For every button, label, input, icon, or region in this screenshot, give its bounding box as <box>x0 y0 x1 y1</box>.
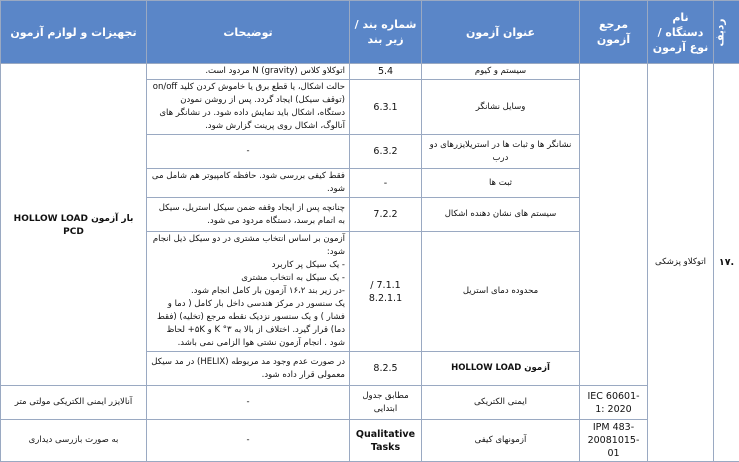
header-description: توضیحات <box>147 1 350 64</box>
description-cell: - <box>147 135 350 169</box>
device-name-cell: اتوکلاو پزشکی <box>648 64 714 462</box>
clause-cell: مطابق جدول ابتدایی <box>350 386 422 420</box>
description-line: آزمون بر اساس انتخاب مشتری در دو سیکل ذیل انجام شود: <box>151 233 345 259</box>
equipment-cell: به صورت بازرسی دیداری <box>1 420 147 462</box>
test-title-cell: سیستم های نشان دهنده اشکال <box>422 198 580 232</box>
description-line: - یک سیکل به انتخاب مشتری <box>151 272 345 285</box>
header-row <box>1 1 739 64</box>
description-cell: اتوکلاو کلاس N (gravity) مردود است. <box>147 64 350 80</box>
description-cell: در صورت عدم وجود مد مربوطه (HELIX) در مد سیکل معمولی قرار داده شود. <box>147 352 350 386</box>
clause-cell: 6.3.2 <box>350 135 422 169</box>
standard-cell: IPM 483-20081015-01 <box>580 420 648 462</box>
test-title-cell: نشانگر ها و ثبات ها در استریلایزرهای دو درب <box>422 135 580 169</box>
description-line: یک سنسور در مرکز هندسی داخل بار کامل ( دما و فشار ) و یک سنسور نزدیک نقطه مرجع (تخلیه) (فقط دما) قرار گیرد. اختلاف از بالا به ۳° K و ۵K+ لحاظ شود . انجام آزمون نشتی هوا الزامی نمی باشد. <box>151 298 345 350</box>
header-row-number: ردیف <box>714 1 739 64</box>
description-cell <box>147 232 350 352</box>
clause-cell: 5.4 <box>350 64 422 80</box>
test-title-cell: آزمون HOLLOW LOAD <box>422 352 580 386</box>
table-row <box>1 420 739 462</box>
standard-cell: IEC 60601-1: 2020 <box>580 386 648 420</box>
header-standard: مرجع آزمون <box>580 1 648 64</box>
description-cell: چنانچه پس از ایجاد وقفه ضمن سیکل استریل، سیکل به اتمام برسد، دستگاه مردود می شود. <box>147 198 350 232</box>
table-row <box>1 386 739 420</box>
description-line: -در زیر بند ۱۶،۲ آزمون بار کامل انجام شود. <box>151 285 345 298</box>
clause-cell: 7.2.2 <box>350 198 422 232</box>
header-test-title: عنوان آزمون <box>422 1 580 64</box>
test-title-cell: ایمنی الکتریکی <box>422 386 580 420</box>
description-cell: حالت اشکال، یا قطع برق یا خاموش کردن کلید on/off (توقف سیکل) ایجاد گردد. پس از روشن نمودن دستگاه، اشکال باید نمایش داده شود. در نشانگر های آنالوگ، اشکال روی پرینت گزارش شود. <box>147 80 350 135</box>
description-cell: فقط کیفی بررسی شود. حافظه کامپیوتر هم شامل می شود. <box>147 169 350 198</box>
description-cell: - <box>147 420 350 462</box>
clause-cell: 7.1.1 / 8.2.1.1 <box>350 232 422 352</box>
clause-cell: 8.2.5 <box>350 352 422 386</box>
test-title-cell: آزمونهای کیفی <box>422 420 580 462</box>
header-clause: شماره بند / زیر بند <box>350 1 422 64</box>
table-row <box>1 64 739 80</box>
description-cell: - <box>147 386 350 420</box>
test-title-cell: ثبت ها <box>422 169 580 198</box>
clause-cell: - <box>350 169 422 198</box>
description-line: - یک سیکل پر کاربرد <box>151 259 345 272</box>
standard-cell-empty <box>580 64 648 386</box>
row-number-cell: .۱۷ <box>714 64 739 462</box>
test-title-cell: سیستم و کیوم <box>422 64 580 80</box>
equipment-cell: بار آزمون HOLLOW LOAD PCD <box>1 64 147 386</box>
equipment-cell: آنالایزر ایمنی الکتریکی مولتی متر <box>1 386 147 420</box>
header-equipment: تجهیزات و لوازم آزمون <box>1 1 147 64</box>
test-title-cell: وسایل نشانگر <box>422 80 580 135</box>
header-device: نام دستگاه / نوع آزمون <box>648 1 714 64</box>
clause-cell: Qualitative Tasks <box>350 420 422 462</box>
clause-cell: 6.3.1 <box>350 80 422 135</box>
test-title-cell: محدوده دمای استریل <box>422 232 580 352</box>
